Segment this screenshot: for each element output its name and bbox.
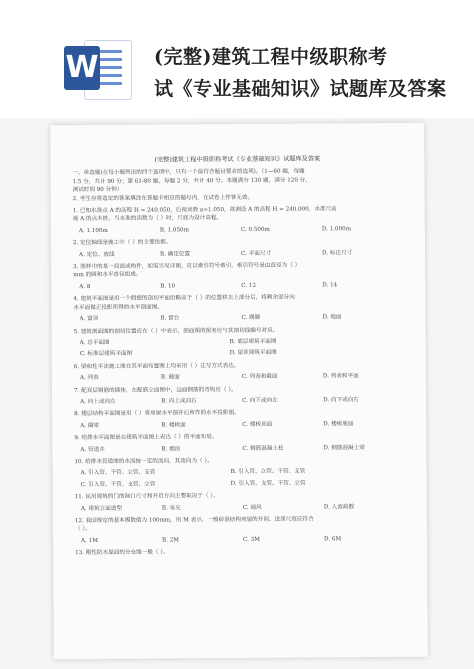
answer-option: C. 平面尺寸	[241, 250, 272, 257]
options-row	[74, 396, 404, 407]
options-row	[73, 249, 403, 260]
answer-option: B. 1.050m	[159, 227, 189, 234]
options-row	[73, 225, 403, 236]
answer-option: D. 人流疏散	[323, 503, 355, 511]
question-text: 12. 我国规定的基本模数值为 100mm，用 M 表示，一般砖混结构房屋的开间、进深尺度应符合	[74, 516, 314, 525]
question-text: （ ）。	[74, 526, 91, 533]
document-header: (完整)建筑工程中级职称考试《专业基础知识》试题库及答案	[154, 155, 321, 164]
banner-title-line-2: 试《专业基础知识》试题库及答案	[154, 78, 447, 100]
answer-option: B. 窗台	[160, 315, 180, 322]
answer-option: A. 定位、放线	[79, 251, 115, 258]
answer-option: D. 地面	[322, 314, 342, 321]
answer-option: B. 2M	[162, 537, 180, 544]
answer-option: A. 1M	[81, 537, 98, 544]
answer-option: D. 列表和平面	[322, 373, 359, 380]
question-text: 3. 图样中的某一局部或构件，如需另见详图，应以索引符号索引，索引符号是由直径为（ ）	[73, 262, 301, 271]
answer-option: B. 确定位置	[160, 250, 191, 258]
options-row	[75, 502, 405, 513]
question-text: 1. 已知水准点 A 的高程 H = 240.050，后视读数 a=1.050，欲测设 A 的高程 H = 240.000，水准尺前	[72, 206, 337, 215]
options-row	[74, 443, 404, 454]
options-row	[73, 281, 403, 292]
answer-option: C. 列表和截面	[241, 373, 278, 381]
answer-option: B. 底层建筑平面图	[229, 338, 277, 345]
question-block	[73, 293, 403, 324]
answer-option: C. 标准层建筑平面图	[79, 351, 133, 358]
answer-option: B. 楼板面	[161, 422, 186, 429]
answer-option: D. 屋顶建筑平面图	[229, 350, 277, 357]
question-block	[74, 361, 404, 383]
question-text: 7. 配双层钢筋的墙体，在配筋立面图中，远面钢筋的弯钩应（ ）。	[73, 386, 237, 394]
question-text: 8. 楼层结构平面图是用（ ）将房屋水平剖开后所作的水平投影图。	[74, 410, 240, 418]
question-text: 9. 给排水平面图是在建筑平面图上表达（ ）的平面布局。	[74, 434, 218, 442]
question-block	[73, 237, 403, 259]
answer-option: A. 8	[79, 283, 91, 290]
answer-option: C. 0.500m	[240, 226, 270, 233]
question-text: 2. 定位轴线是施工中（ ）的主要依据。	[72, 239, 172, 247]
answer-option: C. 引入管、干管、支管、立管	[80, 481, 156, 488]
answer-option: A. 窗顶	[79, 316, 99, 323]
answer-option: D. 向下或向右	[323, 397, 359, 404]
question-block	[74, 384, 404, 406]
question-text: 视 A 的点木桩，当水准的读数为（ ）时，尺底为设计高程。	[72, 215, 223, 223]
answer-option: A. 向上或向左	[80, 398, 116, 406]
document-banner	[0, 0, 474, 118]
question-text: mm 的圆和水平直径组成。	[73, 272, 142, 279]
answer-option: D. 6M	[324, 536, 342, 543]
question-text: 10. 给排水管道图的水流按一定的流向，其流向为（ ）。	[74, 458, 213, 466]
answer-option: B. 截面	[160, 374, 180, 381]
question-list	[73, 205, 405, 558]
answer-option: D. 14	[322, 282, 338, 289]
word-document-icon	[64, 40, 130, 98]
answer-option: A. 总平面图	[79, 339, 110, 347]
answer-option: D. 标注尺寸	[322, 249, 353, 257]
answer-option: D. 引入管、支管、干管、立管	[230, 480, 306, 487]
question-block	[73, 261, 403, 292]
question-block	[74, 408, 404, 430]
answer-option: B. 采光	[161, 505, 181, 512]
intro-line: 测试时间 90 分钟）	[72, 187, 123, 194]
question-text: 水平面做正投影所得的水平剖面图。	[73, 304, 163, 311]
options-row	[74, 372, 404, 383]
word-w-badge: W	[64, 46, 100, 90]
answer-option: A. 建筑立面造型	[80, 505, 123, 512]
document-page	[50, 123, 428, 660]
answer-option: C. 钢筋混凝土柱	[242, 445, 284, 452]
answer-option: A. 列表	[79, 375, 99, 382]
banner-title-line-1: (完整)建筑工程中级职称考	[154, 46, 388, 68]
answer-option: D. 钢筋混凝土梁	[323, 444, 365, 451]
answer-option: C. 向下或向左	[242, 397, 278, 404]
question-block	[73, 205, 403, 236]
question-text: 6. 梁和柱平法施工图在其平面布置图上均采用（ ）注写方式表达。	[73, 362, 240, 370]
answer-option: B. 烟囱	[161, 445, 181, 453]
question-block	[74, 325, 404, 359]
answer-option: C. 12	[241, 282, 257, 289]
options-row	[74, 337, 404, 348]
question-block	[75, 515, 405, 546]
intro-line: 一、单选题(在每小题列出的四个选项中，只有一个最符合题目要求的选项)。（1—60 题，每题	[72, 168, 305, 177]
options-row	[73, 313, 403, 324]
answer-option: B. 向上或向右	[161, 398, 197, 405]
question-block	[74, 456, 404, 490]
question-text: 13. 刚性防水屋面的分仓缝一般（ ）。	[75, 549, 169, 557]
answer-option: A. 引入管、干管、立管、支管	[80, 469, 156, 477]
answer-option: B. 10	[160, 283, 176, 290]
question-block	[75, 491, 405, 513]
answer-option: C. 楼板顶面	[242, 421, 273, 428]
intro-line: 1.5 分，共计 90 分；第 61-80 题，每题 2 分，共计 40 分。本题满分 130 题，满分 120 分，	[72, 177, 311, 185]
question-text: 4. 建筑平面图是用一个假想的剖切平面沿略高于（ ）的位置移去上部分后，将剩余部分向	[73, 294, 295, 303]
options-row	[74, 420, 404, 431]
answer-option: C. 踢脚	[241, 314, 261, 322]
answer-option: C. 3M	[243, 536, 260, 543]
question-text: 5. 建筑剖面图的剖切位置应在（ ）中表示，剖面图的图名应与其剖切线编号对应。	[73, 327, 279, 335]
answer-option: D. 楼板底面	[323, 420, 354, 428]
answer-option: C. 通风	[242, 504, 262, 511]
answer-option: D. 1.000m	[321, 226, 352, 233]
document-content	[72, 155, 405, 558]
answer-option: A. 圈梁	[80, 422, 100, 429]
options-row	[75, 467, 405, 478]
options-row	[75, 535, 405, 546]
question-text: 11. 民用建筑的门的洞口尺寸和开启方向主要取决于（ ）。	[74, 493, 219, 501]
intro-line: 2. 考生应将选定的答案填涂在答题卡相应的题号内，在试卷上作答无效。	[72, 194, 254, 202]
question-block	[74, 432, 404, 454]
answer-option: B. 引入管、立管、干管、支管	[230, 468, 306, 476]
options-row	[74, 348, 404, 359]
answer-option: A. 管道井	[80, 446, 105, 453]
options-row	[75, 479, 405, 490]
question-block	[75, 547, 405, 558]
answer-option: A. 1.100m	[78, 227, 108, 234]
